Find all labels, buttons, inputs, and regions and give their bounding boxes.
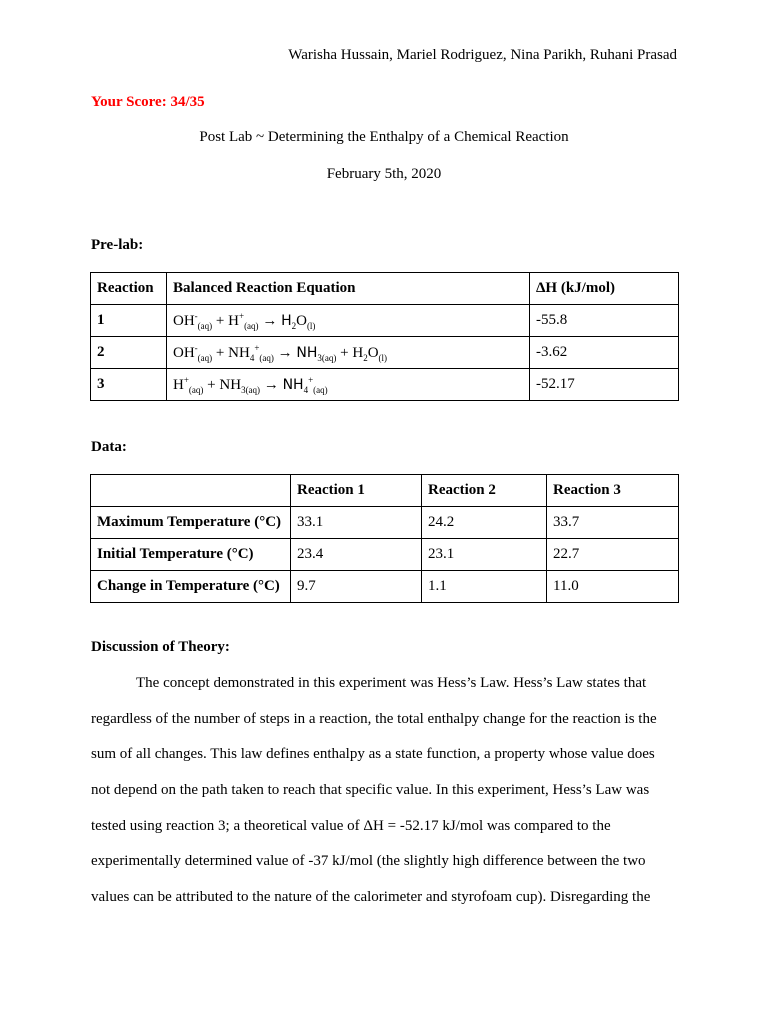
reaction-number: 2 [91,337,167,369]
discussion-heading: Discussion of Theory: [91,639,230,655]
discussion-line: regardless of the number of steps in a reaction, the total enthalpy change for the reaction is the [91,711,657,727]
discussion-line: sum of all changes. This law defines enthalpy as a state function, a property whose value does [91,746,655,762]
delta-h-value: -55.8 [530,305,679,337]
data-cell: 33.1 [291,507,422,539]
discussion-line: The concept demonstrated in this experiment was Hess’s Law. Hess’s Law states that [136,675,647,691]
data-cell: 23.4 [291,539,422,571]
data-cell: 1.1 [422,571,547,603]
data-cell: 23.1 [422,539,547,571]
table-header-row [91,273,679,305]
table-row [91,305,679,337]
table-row [91,507,679,539]
header-cell: Reaction 1 [291,475,422,507]
reaction-equation: $OH^-_{(aq)} + H^+_{(aq)} \to H_2O_{(l)}$ [167,305,530,337]
reaction-number: 1 [91,305,167,337]
document-date: February 5th, 2020 [326,166,442,182]
score-label: Your Score: 34/35 [91,94,205,110]
header-cell [91,475,291,507]
data-heading: Data: [91,439,127,455]
prelab-table [90,272,679,401]
prelab-heading: Pre-lab: [91,237,144,253]
discussion-line: experimentally determined value of -37 kJ/mol (the slightly high difference between the two [91,853,646,869]
row-label: Change in Temperature (°C) [91,571,291,603]
delta-h-value: -52.17 [530,369,679,401]
row-label: Initial Temperature (°C) [91,539,291,571]
table-header-row [91,475,679,507]
reaction-number: 3 [91,369,167,401]
header-cell: Reaction 2 [422,475,547,507]
data-cell: 33.7 [547,507,679,539]
row-label: Maximum Temperature (°C) [91,507,291,539]
authors-line: Warisha Hussain, Mariel Rodriguez, Nina Parikh, Ruhani Prasad [288,47,677,63]
table-row [91,337,679,369]
discussion-line: tested using reaction 3; a theoretical value of ΔH = -52.17 kJ/mol was compared to the [91,818,611,834]
header-cell: Reaction 3 [547,475,679,507]
table-row [91,369,679,401]
delta-h-value: -3.62 [530,337,679,369]
data-cell: 11.0 [547,571,679,603]
data-cell: 24.2 [422,507,547,539]
table-row [91,539,679,571]
header-cell: Reaction [91,273,167,305]
document-title: Post Lab ~ Determining the Enthalpy of a Chemical Reaction [199,129,569,145]
table-row [91,571,679,603]
discussion-line: not depend on the path taken to reach that specific value. In this experiment, Hess’s Law was [91,782,650,798]
data-cell: 9.7 [291,571,422,603]
data-table [90,474,679,603]
reaction-equation: $OH^-_{(aq)} + NH_4^+_{(aq)} \to NH_{3(aq)} + H_2O_{(l)}$ [167,337,530,369]
header-cell: Balanced Reaction Equation [167,273,530,305]
data-cell: 22.7 [547,539,679,571]
discussion-line: values can be attributed to the nature of the calorimeter and styrofoam cup). Disregarding the [91,889,651,905]
header-cell: ΔH (kJ/mol) [530,273,679,305]
reaction-equation: $H^+_{(aq)} + NH_{3(aq)} \to NH_4^+_{(aq)}$ [167,369,530,401]
